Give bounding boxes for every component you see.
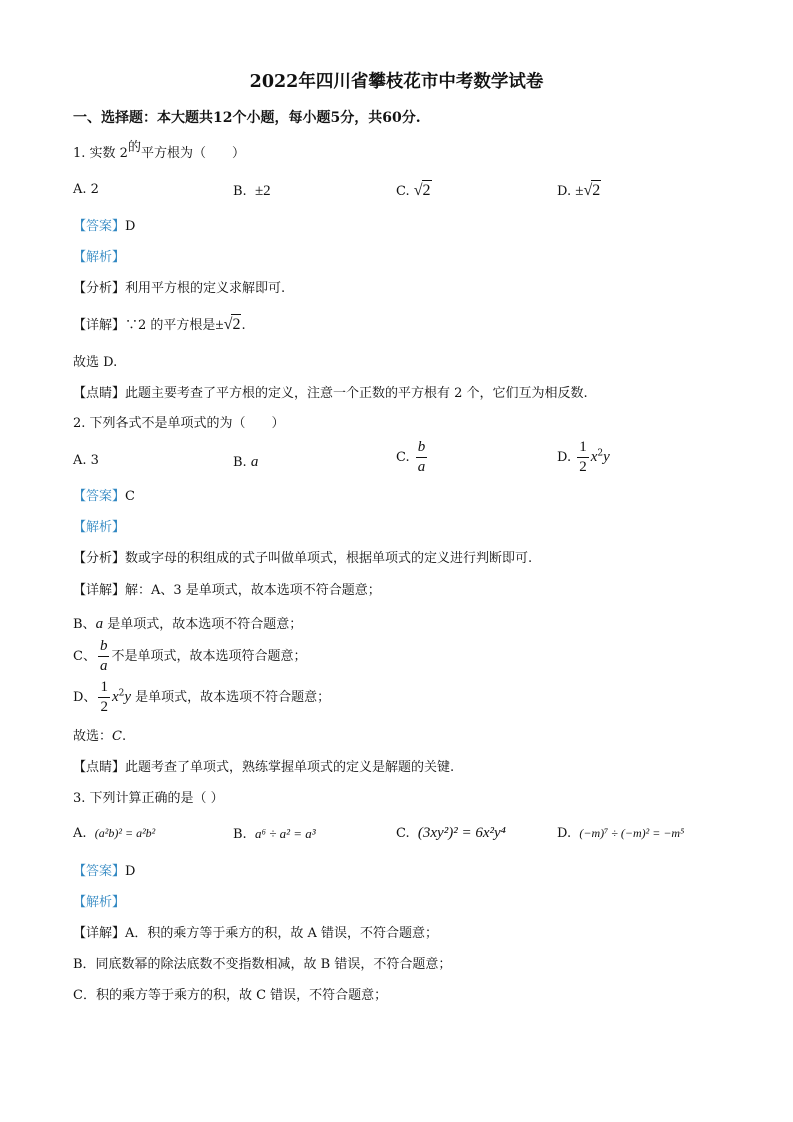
q3-option-c <box>396 824 506 842</box>
q2-option-d <box>557 440 610 475</box>
detail-tag: 【详解】 <box>73 583 126 598</box>
q2-option-b <box>233 453 258 471</box>
q1-stem-b: 平方根为（ ） <box>140 146 245 161</box>
q2-line-b <box>73 615 302 633</box>
q3-option-b-expr: a⁶ ÷ a² = a³ <box>254 826 316 841</box>
radicand: 2 <box>232 316 241 333</box>
exponent: 2 <box>597 448 604 459</box>
q2-line-c-text: 不是单项式，故本选项符合题意； <box>111 649 307 664</box>
q2-analysis-tag: 【解析】 <box>73 520 126 535</box>
q2-detail-text: 解：A、3 是单项式，故本选项不符合题意； <box>125 583 381 598</box>
answer-tag: 【答案】 <box>73 864 126 879</box>
q2-option-d-label: D. <box>557 450 572 465</box>
q3-line-b: B．同底数幂的除法底数不变指数相减，故 B 错误，不符合题意； <box>73 957 452 972</box>
detail-tag: 【详解】 <box>73 318 126 333</box>
q3-option-d-expr: (−m)⁷ ÷ (−m)² = −m⁵ <box>579 826 685 840</box>
q1-detail <box>73 314 246 334</box>
q2-option-a: A. 3 <box>73 453 99 468</box>
q1-stem-a: 1. 实数 2 <box>73 146 128 161</box>
q3-line-c: C．积的乘方等于乘方的积，故 C 错误，不符合题意； <box>73 988 388 1003</box>
q3-detail-text: A．积的乘方等于乘方的积，故 A 错误，不符合题意； <box>125 926 439 941</box>
q2-comment <box>73 760 454 776</box>
comment-tag: 【点睛】 <box>73 386 126 401</box>
q1-comment <box>73 386 588 402</box>
denominator: 2 <box>100 699 108 715</box>
q2-option-b-value: a <box>250 454 259 470</box>
q1-comment-text: 此题主要考查了平方根的定义，注意一个正数的平方根有 2 个，它们互为相反数. <box>125 386 588 401</box>
q3-stem: 3. 下列计算正确的是（ ） <box>73 791 224 806</box>
q2-answer <box>73 489 135 505</box>
var-y: y <box>124 689 132 705</box>
page-title: 2022年四川省攀枝花市中考数学试卷 <box>249 72 544 92</box>
radicand: 2 <box>592 182 601 199</box>
q2-line-c <box>73 639 306 674</box>
var-a: a <box>95 616 104 632</box>
fraction-b-over-a <box>98 639 110 674</box>
q2-choose-value: C <box>112 729 122 744</box>
q1-option-b-value: ±2 <box>254 183 271 199</box>
comment-tag: 【点睛】 <box>73 760 126 775</box>
q1-option-a: A. 2 <box>73 182 99 197</box>
q3-analysis-tag: 【解析】 <box>73 895 126 910</box>
period: . <box>121 729 127 744</box>
fenxi-tag: 【分析】 <box>73 551 126 566</box>
fraction-b-over-a <box>416 440 428 475</box>
section-heading: 一、选择题：本大题共12个小题，每小题5分，共60分. <box>73 110 421 126</box>
detail-tag: 【详解】 <box>73 926 126 941</box>
var-x: x <box>590 449 598 465</box>
plus-minus: ± <box>575 183 584 199</box>
q3-option-a-label: A. <box>73 826 87 841</box>
q1-option-c <box>396 180 432 200</box>
q1-option-b-label: B. <box>233 184 247 199</box>
var-x: x <box>111 689 119 705</box>
q1-detail-text: ∵2 的平方根是 <box>125 318 216 333</box>
answer-tag: 【答案】 <box>73 219 126 234</box>
q3-option-b-label: B. <box>233 827 247 842</box>
q2-option-c <box>396 440 429 475</box>
var-y: y <box>603 449 610 465</box>
answer-tag: 【答案】 <box>73 489 126 504</box>
q2-line-d-label: D、 <box>73 690 97 705</box>
numerator: b <box>98 639 110 657</box>
q1-stem-de: 的 <box>127 140 141 155</box>
q1-option-d <box>557 180 601 200</box>
q1-answer-value: D <box>125 219 136 234</box>
q1-fenxi <box>73 281 285 297</box>
q2-option-b-label: B. <box>233 455 247 470</box>
radicand: 2 <box>422 182 431 199</box>
sqrt-two: √ 2 <box>223 316 241 333</box>
q3-answer <box>73 864 135 880</box>
q2-choose <box>73 729 126 745</box>
q1-option-d-label: D. <box>557 184 572 199</box>
q1-choose: 故选 D. <box>73 355 118 370</box>
period: . <box>241 318 246 333</box>
sqrt-two: √ 2 <box>413 182 431 199</box>
q2-fenxi <box>73 551 532 567</box>
numerator: 1 <box>98 680 110 698</box>
denominator: a <box>417 459 426 475</box>
q1-option-c-label: C. <box>396 184 410 199</box>
q2-fenxi-text: 数或字母的积组成的式子叫做单项式，根据单项式的定义进行判断即可. <box>125 551 533 566</box>
q2-line-d <box>73 680 330 715</box>
q2-line-b-label: B、 <box>73 617 96 632</box>
q3-option-a-expr: (a²b)² = a²b² <box>94 826 156 840</box>
sqrt-two: √ 2 <box>583 182 601 199</box>
q1-fenxi-text: 利用平方根的定义求解即可. <box>125 281 286 296</box>
q1-analysis-tag: 【解析】 <box>73 250 126 265</box>
q2-line-c-label: C、 <box>73 649 96 664</box>
q2-option-c-label: C. <box>396 450 410 465</box>
q2-comment-text: 此题考查了单项式，熟练掌握单项式的定义是解题的关键. <box>125 760 455 775</box>
fraction-one-half <box>98 680 110 715</box>
q2-choose-label: 故选： <box>73 729 113 744</box>
q3-option-c-expr: (3xy²)² = 6x²y⁴ <box>417 825 506 841</box>
q3-option-b <box>233 826 316 843</box>
fraction-one-half <box>577 440 589 475</box>
q1-option-b <box>233 182 271 200</box>
fenxi-tag: 【分析】 <box>73 281 126 296</box>
q3-option-a <box>73 826 155 842</box>
numerator: b <box>416 440 428 458</box>
q3-answer-value: D <box>125 864 136 879</box>
denominator: 2 <box>579 459 587 475</box>
q2-answer-value: C <box>125 489 135 504</box>
numerator: 1 <box>577 440 589 458</box>
q1-answer <box>73 219 135 235</box>
q2-line-b-text: 是单项式，故本选项不符合题意； <box>103 617 303 632</box>
q2-line-d-text: 是单项式，故本选项不符合题意； <box>135 690 331 705</box>
q3-option-d <box>557 826 684 842</box>
denominator: a <box>99 658 108 674</box>
plus-minus: ± <box>215 317 224 333</box>
q3-detail <box>73 926 438 942</box>
exponent: 2 <box>118 688 125 699</box>
q1-stem <box>73 140 245 162</box>
q2-detail <box>73 583 381 599</box>
q3-option-c-label: C. <box>396 826 410 841</box>
q3-option-d-label: D. <box>557 826 572 841</box>
q2-stem: 2. 下列各式不是单项式的为（ ） <box>73 416 285 431</box>
